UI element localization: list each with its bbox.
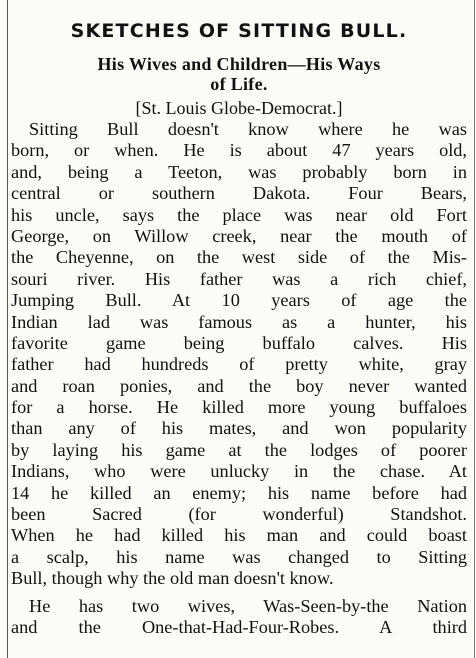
paragraph-line: by laying his game at the lodges of poorer <box>11 439 467 460</box>
article-column <box>11 20 467 638</box>
paragraph-line: the Cheyenne, on the west side of the Mis- <box>11 247 467 268</box>
paragraph-line: than any of his mates, and won popularity <box>11 418 467 439</box>
subhead-line-1: His Wives and Children—His Ways <box>97 54 381 74</box>
paragraph-line: been Sacred (for wonderful) Standshot. <box>11 504 467 525</box>
paragraph-line: When he had killed his man and could boast <box>11 525 467 546</box>
paragraph-line: He has two wives, Was-Seen-by-the Nation <box>29 595 467 616</box>
article-subhead <box>11 54 467 94</box>
paragraph-line: Jumping Bull. At 10 years of age the <box>11 290 467 311</box>
paragraph-line: favorite game being buffalo calves. His <box>11 332 467 353</box>
paragraph-line: George, on Willow creek, near the mouth of <box>11 225 467 246</box>
article-paragraph-2 <box>11 596 467 639</box>
article-headline: SKETCHES OF SITTING BULL. <box>70 20 408 42</box>
paragraph-line: 14 he killed an enemy; his name before had <box>11 482 467 503</box>
paragraph-line: for a horse. He killed more young buffaloes <box>11 397 467 418</box>
paragraph-line: Bull, though why the old man doesn't know. <box>11 568 334 589</box>
paragraph-line: Sitting Bull doesn't know where he was <box>29 119 467 139</box>
paragraph-line: born, or when. He is about 47 years old, <box>11 140 467 161</box>
paragraph-line: souri river. His father was a rich chief, <box>11 268 467 289</box>
paragraph-line: and roan ponies, and the boy never wanted <box>11 375 467 396</box>
paragraph-line: father had hundreds of pretty white, gray <box>11 354 467 375</box>
paragraph-line: Indian lad was famous as a hunter, his <box>11 311 467 332</box>
article-paragraph-1 <box>11 119 467 590</box>
paragraph-line: his uncle, says the place was near old Fort <box>11 204 467 225</box>
article-source: [St. Louis Globe-Democrat.] <box>135 98 343 118</box>
paragraph-line: Indians, who were unlucky in the chase. At <box>11 461 467 482</box>
paragraph-line: and the One-that-Had-Four-Robes. A third <box>11 616 467 637</box>
column-rule-right <box>474 0 475 658</box>
paragraph-line: a scalp, his name was changed to Sitting <box>11 546 467 567</box>
paragraph-line: central or southern Dakota. Four Bears, <box>11 183 467 204</box>
paragraph-line: and, being a Teeton, was probably born in <box>11 161 467 182</box>
subhead-line-2: of Life. <box>210 74 268 94</box>
column-rule-left <box>7 0 8 658</box>
